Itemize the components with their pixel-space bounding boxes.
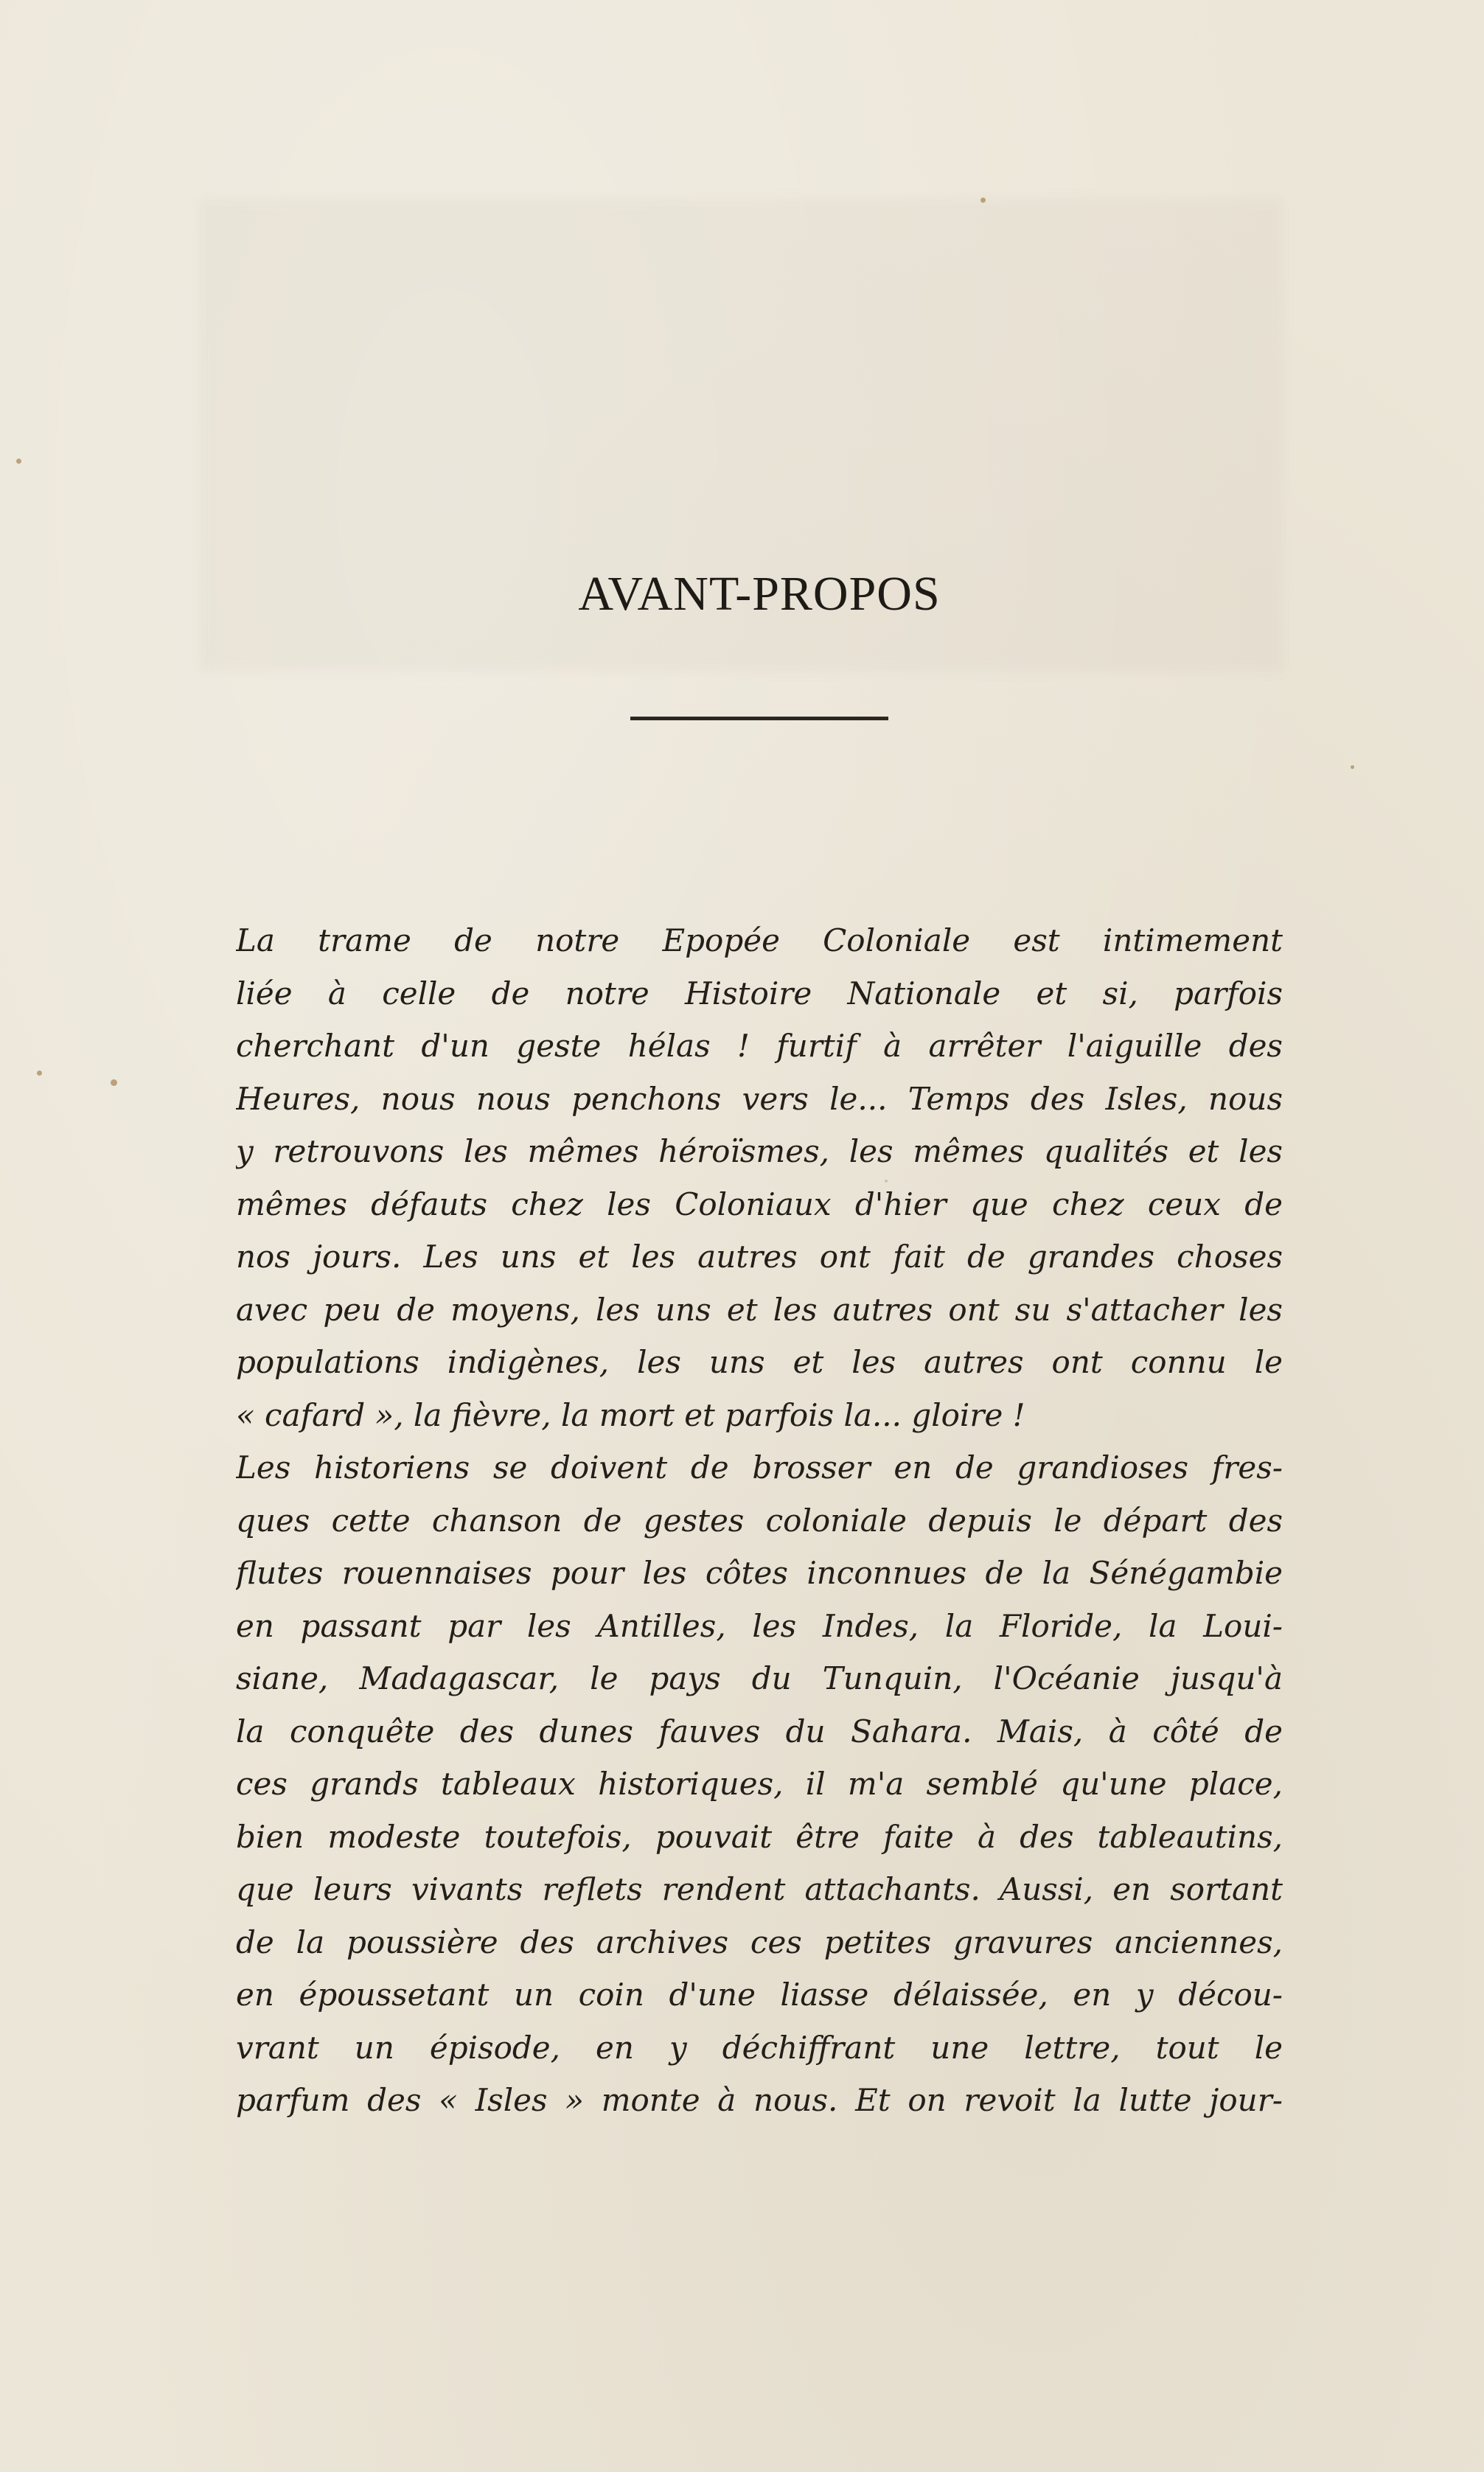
text-line: ques cette chanson de gestes coloniale depuis le départ des [236,1502,1283,1539]
text-line: liée à celle de notre Histoire Nationale et si, parfois [236,975,1283,1012]
text-line: parfum des « Isles » monte à nous. Et on revoit la lutte jour- [236,2082,1283,2118]
paper-speck [1351,765,1354,769]
text-line: flutes rouennaises pour les côtes inconnues de la Sénégambie [236,1555,1283,1591]
page-title: AVANT-PROPOS [578,567,941,621]
text-line: la conquête des dunes fauves du Sahara. Mais, à côté de [236,1713,1283,1749]
paragraph-1 [236,914,1283,1441]
text-line: Les historiens se doivent de brosser en de grandioses fres- [236,1449,1283,1486]
paper-speck [16,459,21,464]
text-line: ces grands tableaux historiques, il m'a semblé qu'une place, [236,1766,1283,1802]
text-line: Heures, nous nous penchons vers le... Temps des Isles, nous [236,1080,1283,1117]
text-line: La trame de notre Epopée Coloniale est intimement [236,922,1283,958]
text-line: cherchant d'un geste hélas ! furtif à arrêter l'aiguille des [236,1028,1283,1064]
text-line: bien modeste toutefois, pouvait être faite à des tableautins, [236,1818,1283,1855]
text-line: populations indigènes, les uns et les autres ont connu le [236,1344,1283,1380]
text-line: mêmes défauts chez les Coloniaux d'hier que chez ceux de [236,1185,1283,1222]
text-line: siane, Madagascar, le pays du Tunquin, l'Océanie jusqu'à [236,1660,1283,1696]
text-line: en époussetant un coin d'une liasse délaissée, en y décou- [236,1977,1283,2013]
paper-speck [980,198,986,203]
text-line: « cafard », la fièvre, la mort et parfois la... gloire ! [236,1396,1025,1433]
text-line: de la poussière des archives ces petites gravures anciennes, [236,1923,1283,1960]
text-line: avec peu de moyens, les uns et les autres ont su s'attacher les [236,1291,1283,1328]
text-line: que leurs vivants reflets rendent attachants. Aussi, en sortant [236,1871,1283,1907]
text-line: vrant un épisode, en y déchiffrant une lettre, tout le [236,2029,1283,2066]
body-text [236,914,1283,2127]
text-line: y retrouvons les mêmes héroïsmes, les mêmes qualités et les [236,1133,1283,1169]
title-rule [630,717,888,720]
paragraph-2 [236,1441,1283,2127]
text-line: en passant par les Antilles, les Indes, la Floride, la Loui- [236,1607,1283,1644]
paper-speck [37,1070,42,1076]
paper-speck [111,1079,117,1086]
text-line: nos jours. Les uns et les autres ont fait de grandes choses [236,1239,1283,1275]
